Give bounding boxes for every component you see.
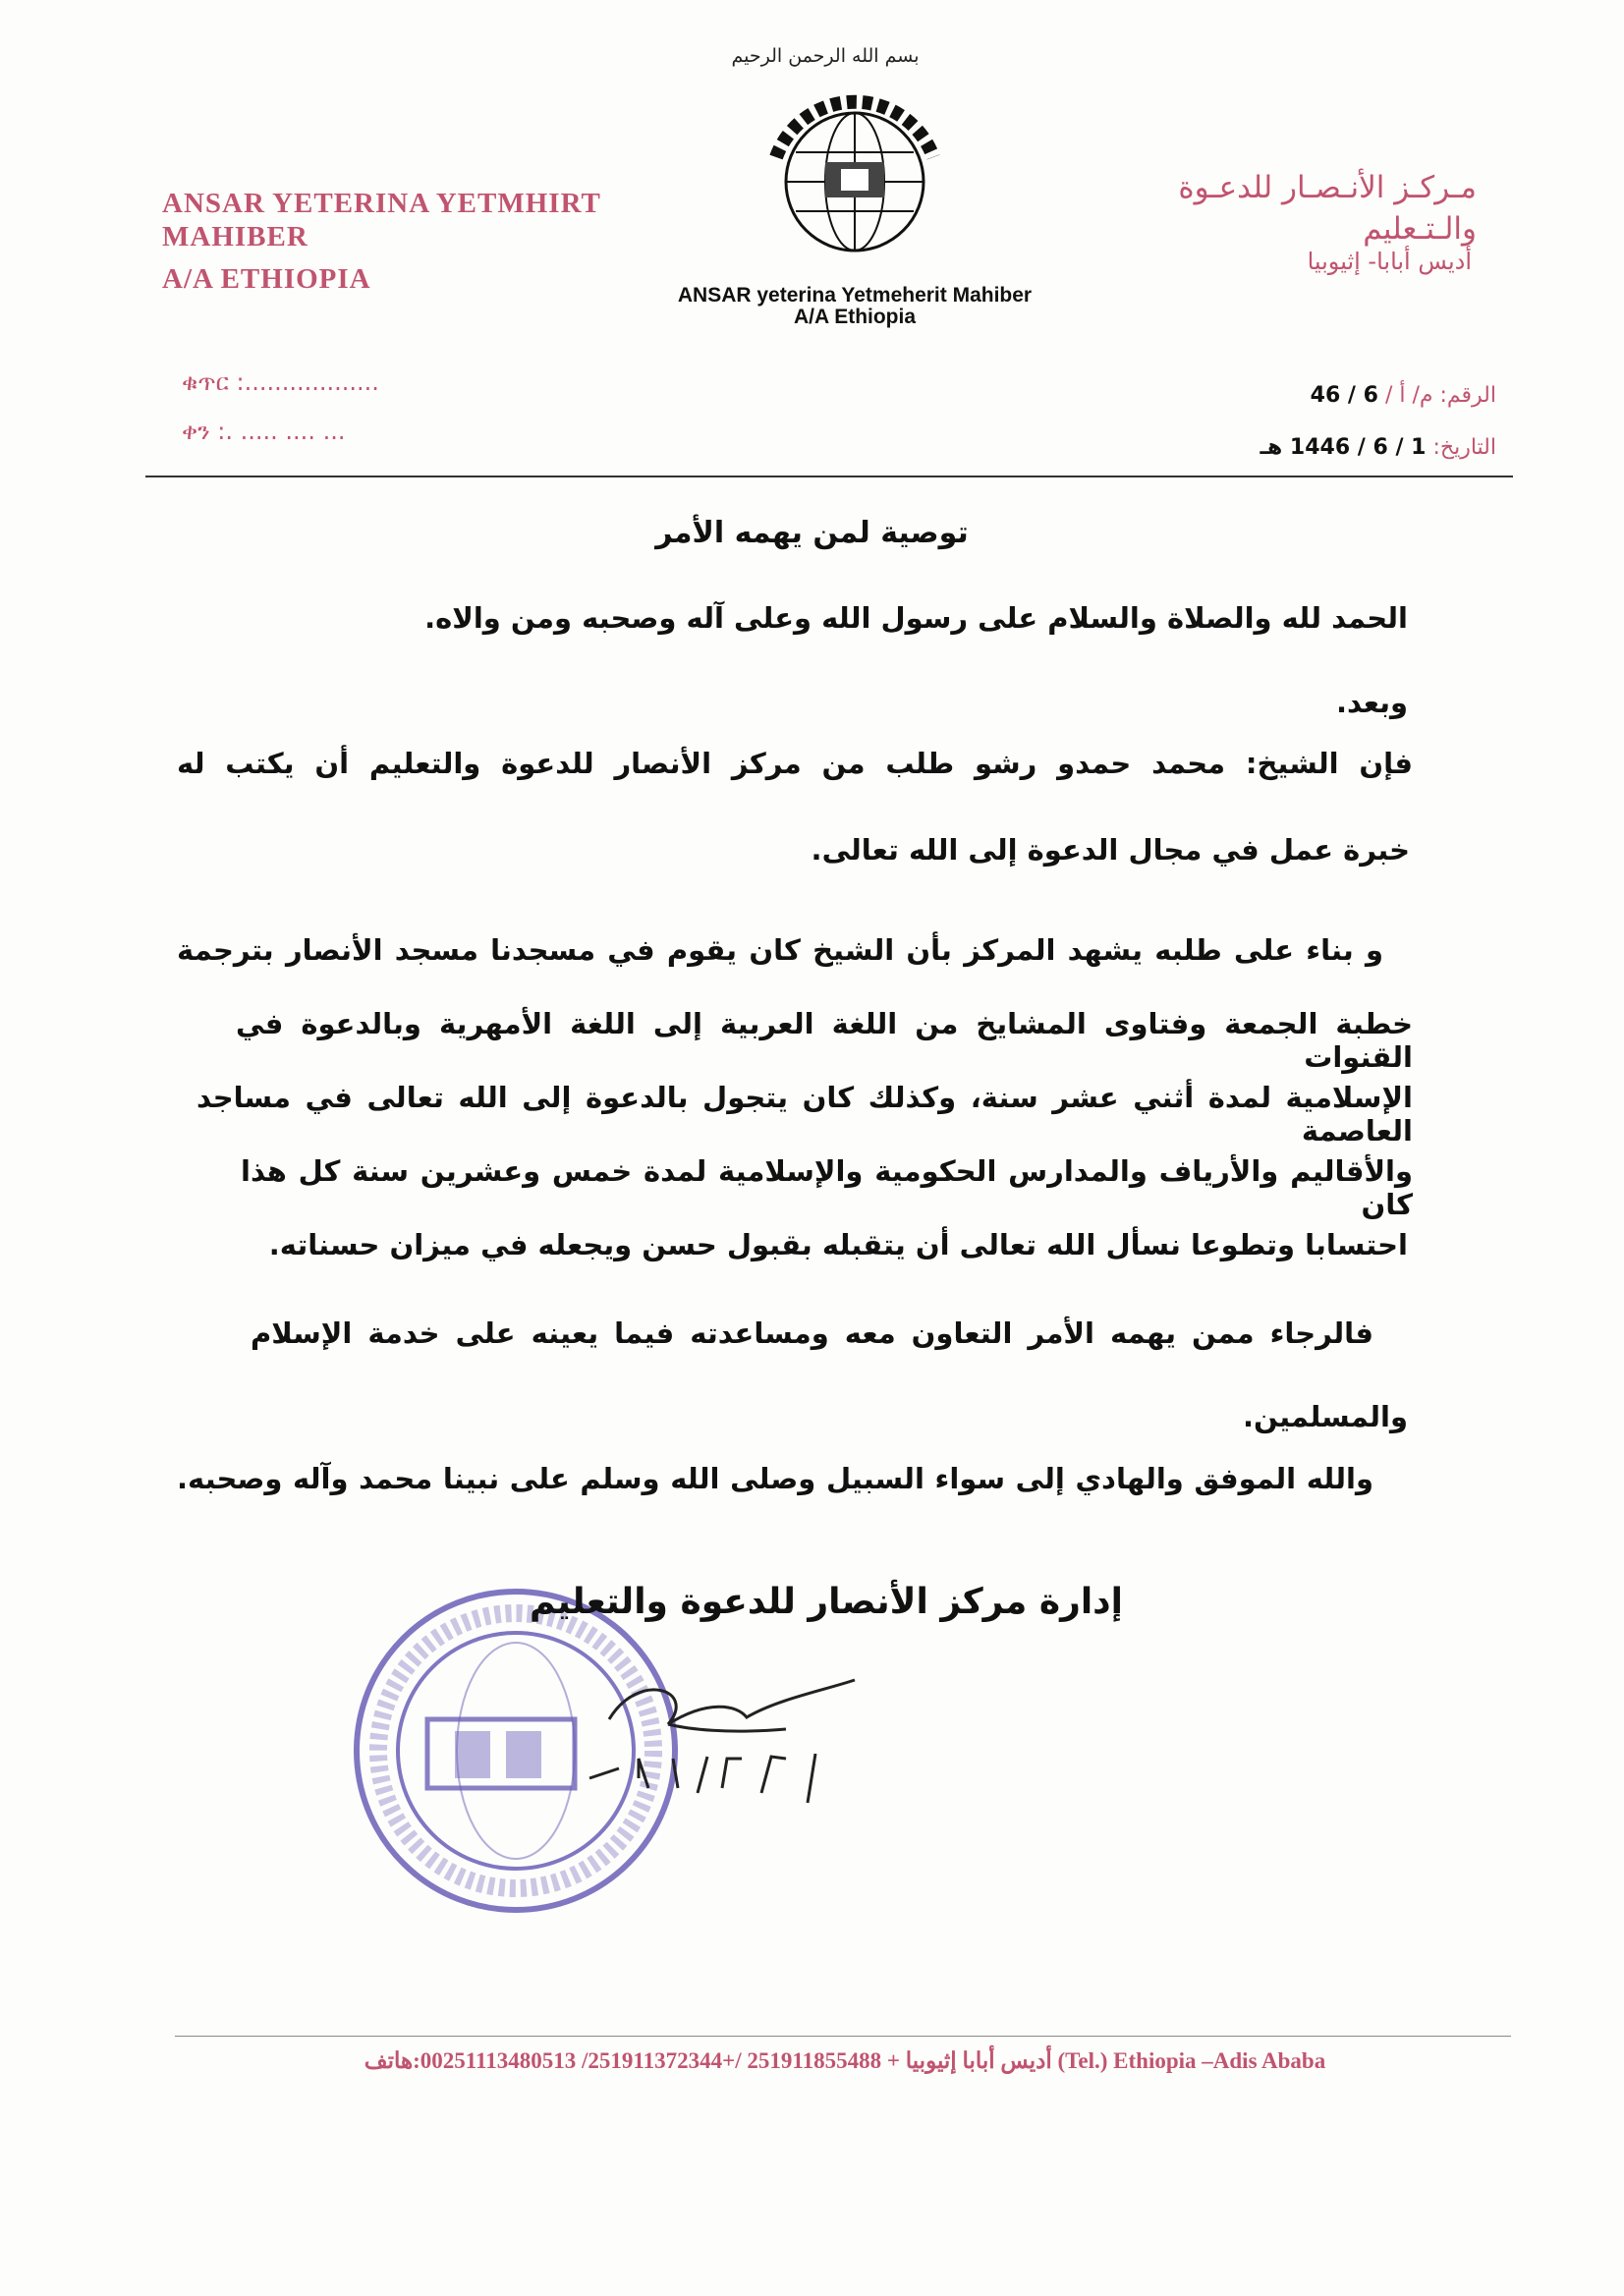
body-line-2: وبعد.: [1335, 686, 1408, 719]
english-organization-city: A/A ETHIOPIA: [162, 263, 371, 295]
body-line-10: فالرجاء ممن يهمه الأمر التعاون معه ومساعدته فيما يعينه على خدمة الإسلام: [251, 1316, 1373, 1350]
letter-subject: توصية لمن يهمه الأمر: [655, 516, 969, 550]
body-line-11: والمسلمين.: [1242, 1400, 1408, 1433]
body-line-9: احتسابا وتطوعا نسأل الله تعالى أن يتقبله بقبول حسن ويجعله في ميزان حسناته.: [268, 1228, 1408, 1261]
arabic-organization-city: أديس أبابا- إثيوبيا: [1307, 248, 1472, 275]
footer-contact: أديس أبابا إثيوبيا + 251911855488 /+251911372344/ 00251113480513:هاتف (Tel.) Ethiopia –Adis Ababa: [364, 2048, 1326, 2073]
logo-caption-name: ANSAR yeterina Yetmeherit Mahiber: [677, 284, 1033, 307]
amharic-reference-field: ቁጥር :..................: [182, 368, 379, 396]
body-line-12: والله الموفق والهادي إلى سواء السبيل وصلى الله وسلم على نبينا محمد وآله وصحبه.: [177, 1462, 1373, 1495]
globe-logo-icon: [756, 79, 953, 275]
body-line-1: الحمد لله والصلاة والسلام على رسول الله وعلى آله وصحبه ومن والاه.: [424, 601, 1408, 635]
reference-date-value: 1 / 6 / 1446 هـ: [1260, 435, 1427, 460]
reference-number-value: 6 / 46: [1310, 383, 1378, 408]
reference-number: [1311, 383, 1496, 408]
body-line-4: خبرة عمل في مجال الدعوة إلى الله تعالى.: [811, 833, 1410, 867]
reference-date-label: التاريخ:: [1432, 435, 1496, 460]
body-line-5: و بناء على طلبه يشهد المركز بأن الشيخ كان يقوم في مسجدنا مسجد الأنصار بترجمة: [177, 933, 1383, 967]
header-divider: [145, 476, 1513, 477]
handwritten-signature-icon: [550, 1631, 874, 1827]
body-line-6: خطبة الجمعة وفتاوى المشايخ من اللغة العربية إلى اللغة الأمهرية وبالدعوة في القنوات: [236, 1007, 1413, 1074]
reference-date: [1260, 435, 1496, 460]
english-organization-name: ANSAR YETERINA YETMHIRT MAHIBER: [162, 188, 601, 252]
basmala: بسم الله الرحمن الرحيم: [731, 45, 920, 67]
body-line-3: فإن الشيخ: محمد حمدو رشو طلب من مركز الأنصار للدعوة والتعليم أن يكتب له: [177, 747, 1413, 780]
logo-caption-city: A/A Ethiopia: [793, 306, 917, 328]
arabic-organization-name: مـركـز الأنـصـار للدعـوة والـتـعليم: [1178, 170, 1477, 247]
footer-divider: [175, 2036, 1511, 2037]
signatory-title: إدارة مركز الأنصار للدعوة والتعليم: [530, 1582, 1123, 1622]
amharic-date-field: ቀን :. ..... .... ...: [182, 418, 346, 445]
body-line-8: والأقاليم والأرياف والمدارس الحكومية والإسلامية لمدة خمس وعشرين سنة كل هذا كان: [241, 1154, 1413, 1221]
body-line-7: الإسلامية لمدة أثني عشر سنة، وكذلك كان يتجول بالدعوة إلى الله تعالى في مساجد العاصمة: [196, 1081, 1413, 1148]
logo-caption: [648, 285, 1061, 328]
reference-number-label: الرقم: م/ أ /: [1384, 383, 1496, 408]
